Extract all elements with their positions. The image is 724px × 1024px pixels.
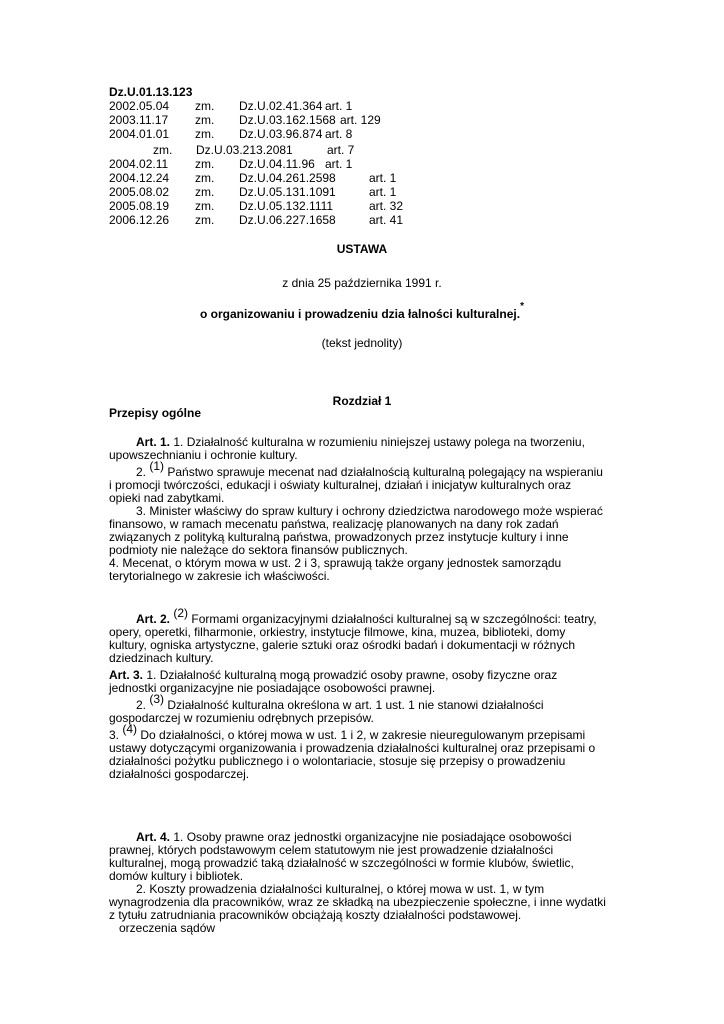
paragraph-text: dziedzinach kultury. — [109, 651, 214, 665]
article-label: Art. 4. — [136, 830, 171, 844]
document-id: Dz.U.01.13.123 — [109, 85, 193, 99]
paragraph-text: wynagrodzenia dla pracowników, wraz ze składką na ubezpieczenie społeczne, i inne wydatki — [109, 895, 606, 909]
amendment-art: art. 1 — [369, 171, 397, 185]
article-3 — [109, 669, 619, 781]
article-2 — [109, 606, 619, 665]
amendment-art: art. 1 — [325, 99, 353, 113]
paragraph-text: 1. Osoby prawne oraz jednostki organizacyjne nie posiadające osobowości — [170, 830, 572, 844]
amendment-ref: Dz.U.05.132.1111 — [239, 199, 334, 213]
act-note: (tekst jednolity) — [321, 336, 403, 350]
paragraph-text: upowszechnianiu i ochronie kultury. — [109, 448, 298, 462]
footnote-mark: * — [520, 301, 524, 312]
act-subject-text: o organizowaniu i prowadzeniu dzia łalności kulturalnej. — [200, 307, 521, 321]
paragraph-text: i promocji twórczości, edukacji i oświaty kulturalnej, działań i inicjatyw kulturalnych oraz — [109, 478, 572, 492]
amendment-zm: zm. — [195, 171, 215, 185]
amendment-art: art. 41 — [369, 213, 404, 227]
paragraph-text: Państwo sprawuje mecenat nad działalnością kulturalną polegający na wspieraniu — [164, 465, 603, 479]
paragraph-number: 2. — [136, 698, 147, 712]
paragraph-text: ustawy dotyczącymi organizowania i prowadzenia działalności kulturalnej oraz przepisami o — [109, 741, 596, 755]
amendment-zm: zm. — [195, 213, 215, 227]
amendment-date: 2004.12.24 — [109, 171, 170, 185]
footnote-ref: (4) — [122, 722, 138, 736]
paragraph-text: jednostki organizacyjne nie posiadające osobowości prawnej. — [109, 681, 436, 695]
paragraph-text: kultury, ogniska artystyczne, galerie sztuki oraz ośrodki badań i dokumentacji w różnych — [109, 638, 575, 652]
paragraph-text: 3. Minister właściwy do spraw kultury i ochrony dziedzictwa narodowego może wspierać — [136, 504, 603, 518]
amendment-art: art. 1 — [325, 157, 353, 171]
paragraph-text: podmioty nie należące do sektora finansów publicznych. — [109, 543, 408, 557]
article-label: Art. 2. — [136, 612, 171, 626]
amendment-ref: Dz.U.03.213.2081 — [196, 143, 293, 157]
article-label: Art. 1. — [136, 435, 171, 449]
amendment-date: 2005.08.19 — [109, 199, 170, 213]
act-subject — [0, 301, 724, 321]
amendment-zm: zm. — [153, 143, 173, 157]
footnote-ref: (3) — [149, 692, 165, 706]
article-1 — [109, 436, 619, 583]
amendment-art: art. 1 — [369, 185, 397, 199]
paragraph-text: kulturalnej, mogą prowadzić taką działalność w szczególności w formie klubów, świetlic, — [109, 856, 574, 870]
amendment-date: 2004.02.11 — [109, 157, 169, 171]
paragraph-text: Formami organizacyjnymi działalności kulturalnej są w szczególności: teatry, — [188, 612, 597, 626]
paragraph-text: 1. Działalność kulturalną mogą prowadzić osoby prawne, osoby fizyczne oraz — [143, 668, 558, 682]
amendment-ref: Dz.U.02.41.364 — [239, 99, 323, 113]
paragraph-text: opieki nad zabytkami. — [109, 491, 225, 505]
amendment-date: 2003.11.17 — [109, 113, 169, 127]
amendment-zm: zm. — [195, 185, 215, 199]
amendment-art: art. 129 — [340, 113, 381, 127]
amendment-ref: Dz.U.05.131.1091 — [239, 185, 336, 199]
amendment-date: 2006.12.26 — [109, 213, 170, 227]
footnote-ref: (2) — [173, 606, 189, 620]
paragraph-text: 1. Działalność kulturalna w rozumieniu niniejszej ustawy polega na tworzeniu, — [173, 435, 585, 449]
chapter-name: Przepisy ogólne — [109, 406, 202, 420]
amendment-zm: zm. — [195, 99, 215, 113]
amendment-zm: zm. — [195, 199, 215, 213]
paragraph-text: związanych z polityką kulturalną państwa, prowadzonych przez instytucje kultury i inne — [109, 530, 569, 544]
paragraph-text: terytorialnego w zakresie ich właściwości. — [109, 569, 330, 583]
amendment-ref: Dz.U.04.11.96 — [239, 157, 315, 171]
amendment-date: 2005.08.02 — [109, 185, 170, 199]
amendment-ref: Dz.U.06.227.1658 — [239, 213, 336, 227]
amendment-ref: Dz.U.04.261.2598 — [239, 171, 336, 185]
related-rulings-link[interactable]: orzeczenia sądów — [119, 921, 216, 935]
paragraph-text: finansowo, w ramach mecenatu państwa, realizację planowanych na dany rok zadań — [109, 517, 559, 531]
amendment-zm: zm. — [195, 113, 215, 127]
footnote-ref: (1) — [149, 459, 165, 473]
paragraph-text: działalności gospodarczej. — [109, 767, 250, 781]
article-4 — [109, 831, 619, 935]
paragraph-number: 2. — [136, 465, 147, 479]
paragraph-text: Do działalności, o której mowa w ust. 1 i 2, w zakresie nieuregulowanym przepisami — [137, 728, 586, 742]
paragraph-text: prawnej, których podstawowym celem statutowym nie jest prowadzenie działalności — [109, 843, 554, 857]
paragraph-text: z tytułu zatrudniania pracowników obciążają koszty działalności podstawowej. — [109, 908, 522, 922]
act-date: z dnia 25 października 1991 r. — [282, 276, 442, 290]
amendment-art: art. 8 — [325, 127, 353, 141]
amendment-zm: zm. — [195, 157, 215, 171]
amendment-art: art. 7 — [327, 143, 355, 157]
amendment-ref: Dz.U.03.96.874 — [239, 127, 323, 141]
paragraph-text: działalności pożytku publicznego i o wolontariacie, stosuje się przepisy o prowadzeniu — [109, 754, 566, 768]
amendment-ref: Dz.U.03.162.1568 — [239, 113, 336, 127]
act-type-heading: USTAWA — [336, 242, 388, 256]
paragraph-text: gospodarczej w rozumieniu odrębnych przepisów. — [109, 711, 374, 725]
paragraph-text: 4. Mecenat, o którym mowa w ust. 2 i 3, sprawują także organy jednostek samorządu — [109, 556, 562, 570]
paragraph-number: 3. — [109, 728, 120, 742]
chapter-number: Rozdział 1 — [332, 394, 392, 408]
amendment-art: art. 32 — [369, 199, 404, 213]
amendment-date: 2004.01.01 — [109, 127, 170, 141]
paragraph-text: opery, operetki, filharmonie, orkiestry, instytucje filmowe, kina, muzea, biblioteki, domy — [109, 625, 566, 639]
paragraph-text: Działalność kulturalna określona w art. 1 ust. 1 nie stanowi działalności — [164, 698, 544, 712]
amendment-zm: zm. — [195, 127, 215, 141]
paragraph-text: domów kultury i bibliotek. — [109, 869, 244, 883]
article-label: Art. 3. — [109, 668, 144, 682]
amendment-date: 2002.05.04 — [109, 99, 170, 113]
paragraph-text: 2. Koszty prowadzenia działalności kulturalnej, o której mowa w ust. 1, w tym — [136, 882, 545, 896]
